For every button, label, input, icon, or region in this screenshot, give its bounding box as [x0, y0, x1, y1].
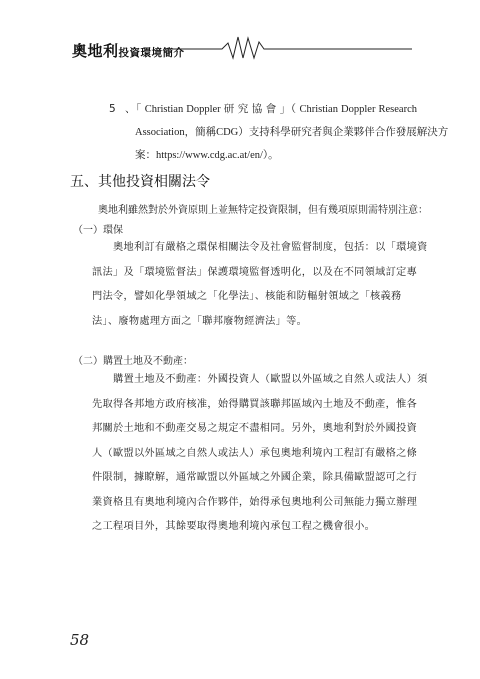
section-intro: 奧地利雖然對於外資原則上並無特定投資限制，但有幾項原則需特別注意： — [98, 205, 428, 216]
subsection-heading-real-estate: （二）購置土地及不動產： — [73, 356, 193, 367]
paragraph-line: 邦關於土地和不動產交易之規定不盡相同。另外，奧地利對於外國投資 — [92, 423, 418, 434]
item5-line-3: 案：https://www.cdg.ac.at/en/）。 — [135, 150, 279, 161]
paragraph-real-estate — [92, 368, 428, 540]
section-heading: 五、其他投資相關法令 — [70, 174, 210, 190]
page-number: 58 — [70, 631, 90, 649]
paragraph-environment — [92, 236, 428, 334]
header-title — [72, 40, 185, 61]
item5-line-2: Association，簡稱CDG）支持科學研究者與企業夥伴合作發展解決方 — [135, 127, 449, 138]
item5-line-1: 、「 Christian Doppler 研 究 協 會 」（ Christian Doppler Research — [125, 104, 417, 115]
item-number: 5 — [109, 103, 116, 115]
header-title-main: 奧地利 — [72, 42, 119, 60]
paragraph-line: 門法令，譬如化學領域之「化學法」、核能和防輻射領域之「核義務 — [92, 291, 402, 302]
paragraph-line: 訊法」及「環境監督法」保護環境監督透明化，以及在不同領域訂定專 — [92, 266, 418, 278]
running-header — [0, 34, 480, 64]
subsection-heading-environment: （一）環保 — [73, 225, 123, 236]
reference-item-5 — [109, 98, 449, 167]
paragraph-line: 人（歐盟以外區域之自然人或法人）承包奧地利境內工程訂有嚴格之條 — [92, 447, 418, 459]
paragraph-line: 之工程項目外，其餘要取得奧地利境內承包工程之機會很小。 — [92, 521, 376, 532]
paragraph-line: 業資格且有奧地利境內合作夥伴，始得承包奧地利公司無能力獨立辦理 — [92, 496, 418, 508]
paragraph-line: 法」、廢物處理方面之「聯邦廢物經濟法」等。 — [92, 315, 308, 327]
header-title-sub: 投資環境簡介 — [118, 47, 185, 59]
paragraph-line: 件限制，據瞭解，通常歐盟以外區域之外國企業，除具備歐盟認可之行 — [92, 472, 418, 483]
paragraph-line: 先取得各邦地方政府核准，始得購買該聯邦區域內土地及不動產，惟各 — [92, 398, 418, 410]
paragraph-line: 購置土地及不動產：外國投資人（歐盟以外區域之自然人或法人）須 — [92, 374, 428, 385]
paragraph-line: 奧地利訂有嚴格之環保相關法令及社會監督制度，包括：以「環境資 — [92, 242, 428, 253]
